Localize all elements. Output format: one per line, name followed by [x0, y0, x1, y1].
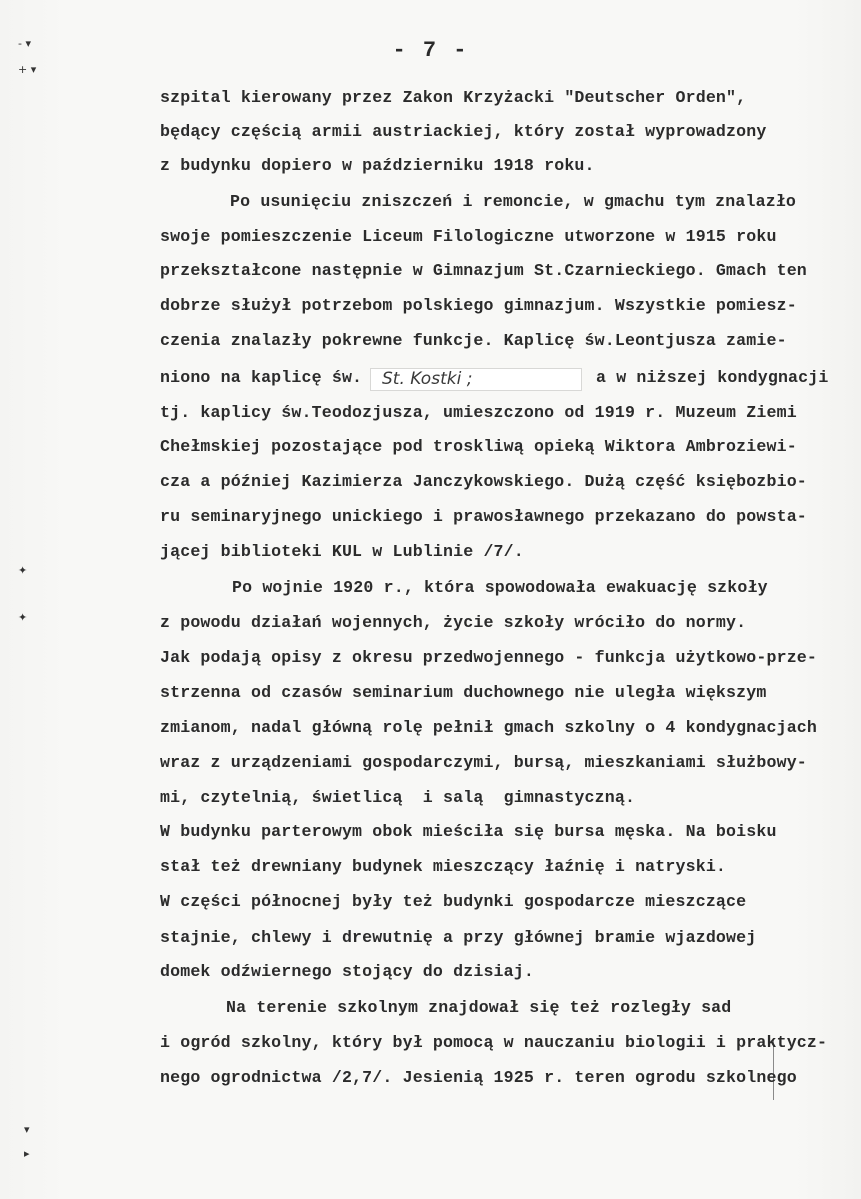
text-line: swoje pomieszczenie Liceum Filologiczne utworzone w 1915 roku: [160, 227, 777, 246]
text-line: zmianom, nadal główną rolę pełnił gmach szkolny o 4 kondygnacjach: [160, 718, 818, 737]
margin-mark: ✦: [18, 611, 28, 624]
text-line: dobrze służył potrzebom polskiego gimnazjum. Wszystkie pomiesz-: [160, 296, 797, 315]
text-line: cza a później Kazimierza Janczykowskiego. Dużą część księbozbio-: [160, 472, 807, 491]
text-line: przekształcone następnie w Gimnazjum St.Czarnieckiego. Gmach ten: [160, 261, 807, 280]
text-line: domek odźwiernego stojący do dzisiaj.: [160, 962, 534, 981]
text-line: W budynku parterowym obok mieściła się bursa męska. Na boisku: [160, 822, 777, 841]
page-number: - 7 -: [392, 38, 469, 63]
text-line: będący częścią armii austriackiej, który został wyprowadzony: [160, 122, 767, 141]
text-line: strzenna od czasów seminarium duchownego nie uległa większym: [160, 683, 767, 702]
text-line: W części północnej były też budynki gospodarcze mieszczące: [160, 892, 747, 911]
text-line: stajnie, chlewy i drewutnię a przy głównej bramie wjazdowej: [160, 928, 757, 947]
margin-mark: ✦: [18, 564, 28, 577]
text-line: ru seminaryjnego unickiego i prawosławnego przekazano do powsta-: [160, 507, 807, 526]
handwritten-insert: St. Kostki ;: [382, 369, 473, 389]
text-line: tj. kaplicy św.Teodozjusza, umieszczono od 1919 r. Muzeum Ziemi: [160, 403, 797, 422]
text-line: Jak podają opisy z okresu przedwojennego - funkcja użytkowo-prze-: [160, 648, 818, 667]
text-line: z powodu działań wojennych, życie szkoły wróciło do normy.: [160, 613, 747, 632]
margin-mark: + ▾: [18, 63, 37, 76]
text-line: Po wojnie 1920 r., która spowodowała ewakuację szkoły: [232, 578, 768, 597]
text-line: niono na kaplicę św.: [160, 368, 363, 387]
text-line: wraz z urządzeniami gospodarczymi, bursą, mieszkaniami służbowy-: [160, 753, 807, 772]
text-line: nego ogrodnictwa /2,7/. Jesienią 1925 r. teren ogrodu szkolnego: [160, 1068, 797, 1087]
text-line: szpital kierowany przez Zakon Krzyżacki "Deutscher Orden",: [160, 88, 747, 107]
text-line: stał też drewniany budynek mieszczący łaźnię i natryski.: [160, 857, 727, 876]
text-line: jącej biblioteki KUL w Lublinie /7/.: [160, 542, 524, 561]
text-line: mi, czytelnią, świetlicą i salą gimnastyczną.: [160, 788, 636, 807]
text-line: czenia znalazły pokrewne funkcje. Kaplicę św.Leontjusza zamie-: [160, 331, 787, 350]
margin-mark: - ▾: [18, 37, 31, 50]
text-line: z budynku dopiero w październiku 1918 roku.: [160, 156, 595, 175]
text-line: i ogród szkolny, który był pomocą w nauczaniu biologii i praktycz-: [160, 1033, 828, 1052]
text-line: Na terenie szkolnym znajdował się też rozległy sad: [226, 998, 732, 1017]
margin-mark: ▾: [24, 1123, 30, 1136]
text-line: Po usunięciu zniszczeń i remoncie, w gmachu tym znalazło: [230, 192, 797, 211]
text-line: Chełmskiej pozostające pod troskliwą opieką Wiktora Ambroziewi-: [160, 437, 797, 456]
margin-mark: ▸: [24, 1147, 30, 1160]
text-line: a w niższej kondygnacji: [596, 368, 829, 387]
